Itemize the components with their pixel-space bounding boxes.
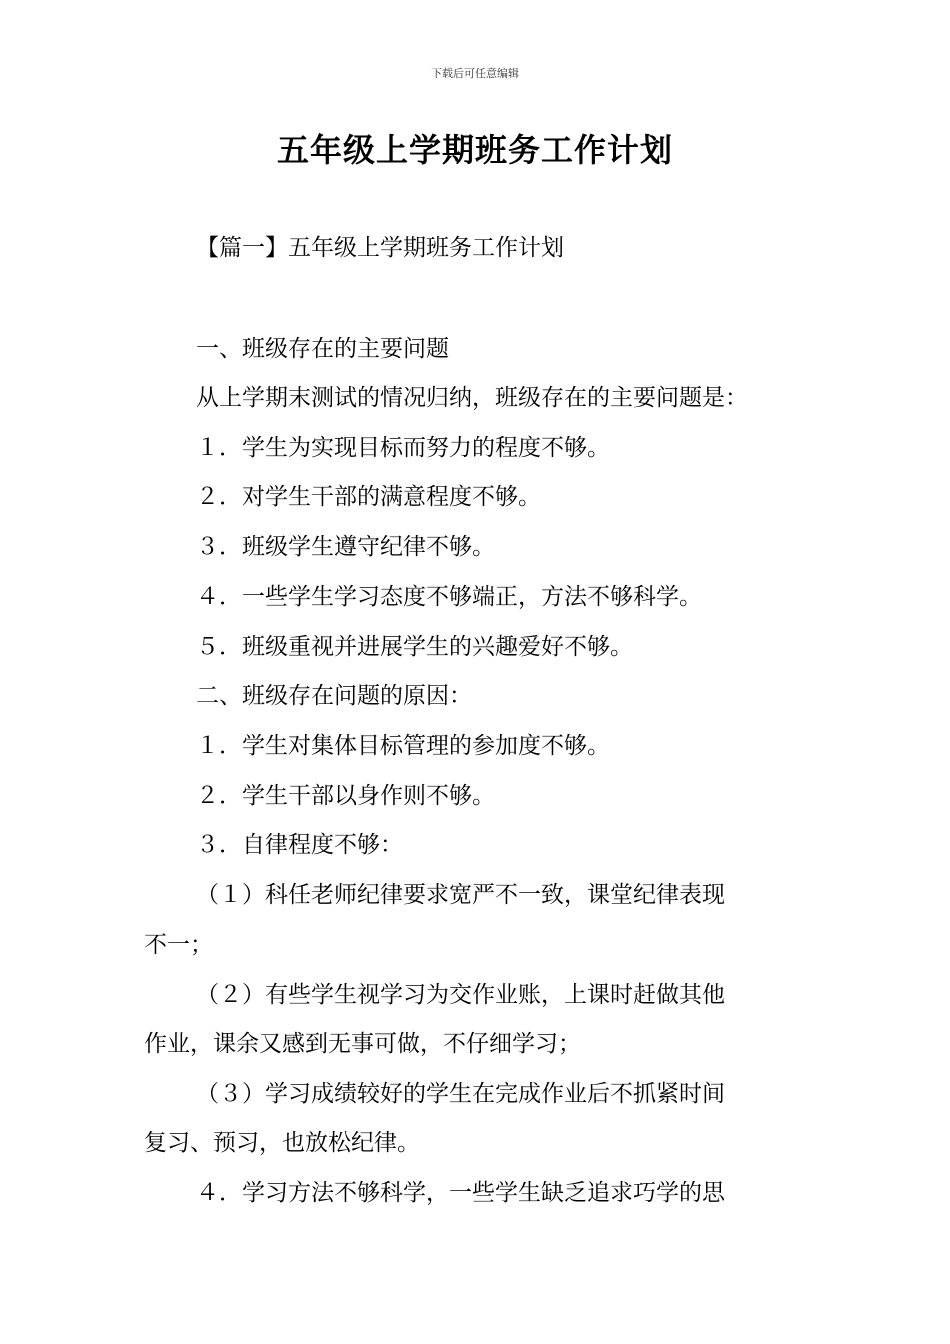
list-item: １．学生为实现目标而努力的程度不够。 (196, 435, 610, 461)
paragraph-line: 不一； (144, 932, 213, 958)
paragraph-line: 从上学期末测试的情况归纳，班级存在的主要问题是： (196, 385, 748, 411)
paragraph-line: 作业，课余又感到无事可做，不仔细学习； (144, 1031, 581, 1057)
paragraph-line: 复习、预习，也放松纪律。 (144, 1130, 420, 1156)
paragraph-line: 二、班级存在问题的原因： (196, 683, 472, 709)
list-item: ３．自律程度不够： (196, 832, 403, 858)
list-item: １．学生对集体目标管理的参加度不够。 (196, 733, 610, 759)
list-item: ３．班级学生遵守纪律不够。 (196, 534, 495, 560)
list-item: ４．一些学生学习态度不够端正，方法不够科学。 (196, 584, 702, 610)
list-item: ５．班级重视并进展学生的兴趣爱好不够。 (196, 634, 633, 660)
list-item: ２．学生干部以身作则不够。 (196, 783, 495, 809)
header-note: 下载后可任意编辑 (431, 67, 519, 80)
section-title: 【篇一】五年级上学期班务工作计划 (196, 235, 564, 261)
paragraph-line: （２）有些学生视学习为交作业账，上课时赶做其他 (196, 982, 725, 1008)
paragraph-line: （３）学习成绩较好的学生在完成作业后不抓紧时间 (196, 1081, 725, 1107)
list-item: ４．学习方法不够科学，一些学生缺乏追求巧学的思 (196, 1180, 725, 1206)
list-item: ２．对学生干部的满意程度不够。 (196, 484, 541, 510)
paragraph-line: （１）科任老师纪律要求宽严不一致，课堂纪律表现 (196, 882, 725, 908)
paragraph-line: 一、班级存在的主要问题 (196, 336, 449, 362)
document-title: 五年级上学期班务工作计划 (276, 131, 673, 169)
